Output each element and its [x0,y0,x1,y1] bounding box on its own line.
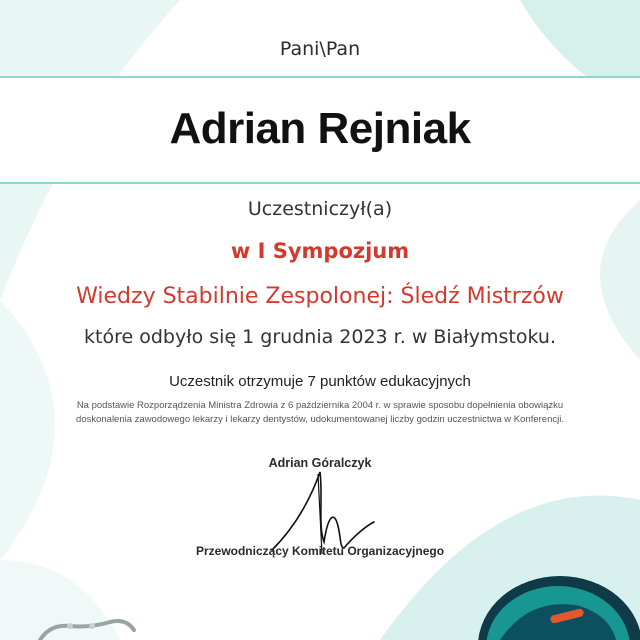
points-statement: Uczestnik otrzymuje 7 punktów edukacyjnych [169,373,471,390]
event-subtitle: Wiedzy Stabilnie Zespolonej: Śledź Mistrzów [76,284,564,309]
salutation: Pani\Pan [279,38,361,60]
event-title: w I Sympozjum [230,239,410,263]
event-details: które odbyło się 1 grudnia 2023 r. w Białymstoku. [84,326,556,348]
participant-name: Adrian Rejniak [169,104,471,153]
signer-role: Przewodniczący Komitetu Organizacyjnego [195,544,445,558]
participation-text: Uczestniczył(a) [247,198,393,220]
legal-note: Na podstawie Rozporządzenia Ministra Zdrowia z 6 października 2004 r. w sprawie sposobu dopełnienia obowiązku doskonalenia zawodowego lekarzy i lekarzy dentystów, udokumentowanej liczby godzin uczestnictwa w Konferencji. [76,400,564,425]
signer-name: Adrian Góralczyk [268,456,372,470]
device-image-icon [440,566,640,640]
implant-image-icon [30,612,140,640]
